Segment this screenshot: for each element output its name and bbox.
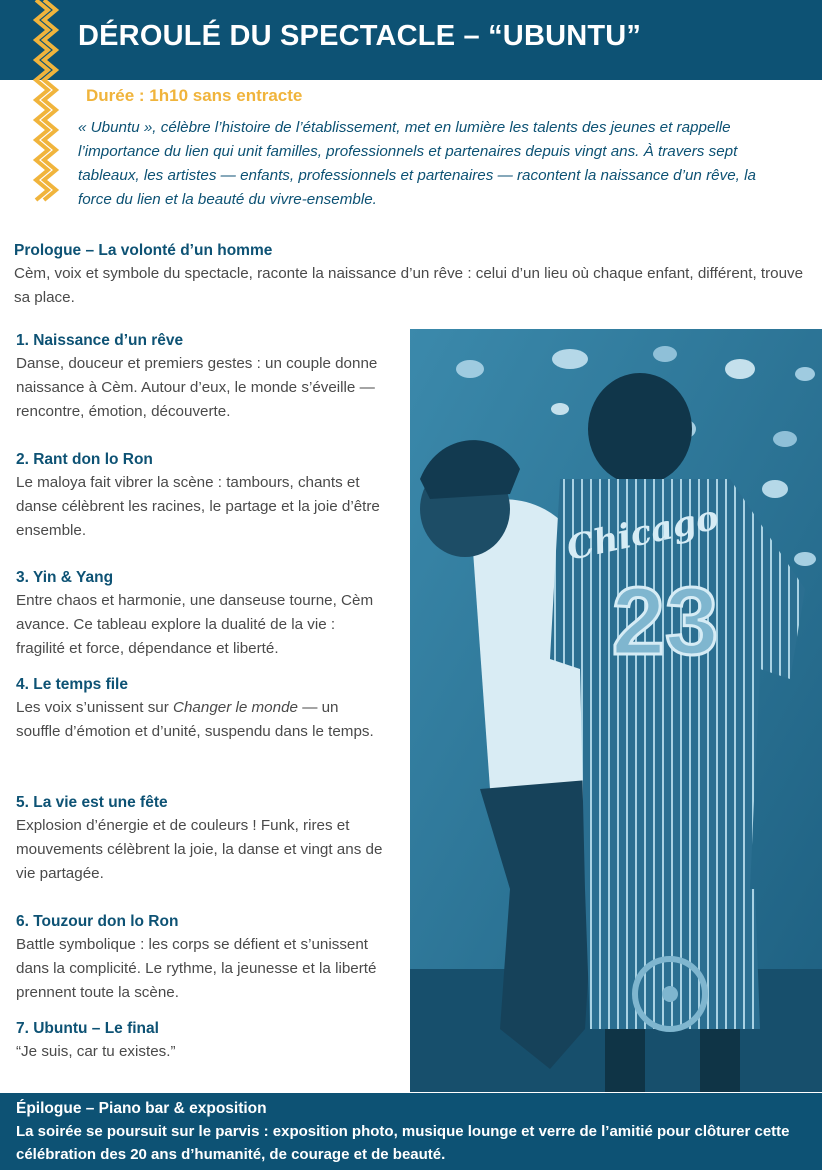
section-body: Battle symbolique : les corps se défient et s’unissent dans la complicité. Le rythme, la jeunesse et la liberté prennent toute la scène. xyxy=(16,936,377,1001)
song-title: Changer le monde xyxy=(173,699,298,716)
section-7 xyxy=(16,1018,386,1064)
epilogue-body: La soirée se poursuit sur le parvis : exposition photo, musique lounge et verre de l’amitié pour clôturer cette célébration des 20 ans d’humanité, de courage et de beauté. xyxy=(16,1123,790,1163)
epilogue-banner xyxy=(0,1093,822,1170)
section-body-start: Les voix s’unissent sur xyxy=(16,699,174,716)
zigzag-decoration xyxy=(30,0,70,210)
section-title: 2. Rant don lo Ron xyxy=(16,451,153,468)
section-body: Le maloya fait vibrer la scène : tambours, chants et danse célèbrent les racines, le partage et la joie d’être ensemble. xyxy=(16,474,380,539)
section-title: 6. Touzour don lo Ron xyxy=(16,913,179,930)
intro-paragraph: « Ubuntu », célèbre l’histoire de l’établissement, met en lumière les talents des jeunes et rappelle l’importance du lien qui unit familles, professionnels et partenaires depuis vingt ans. À travers sept tableaux, les artistes — enfants, professionnels et partenaires — racontent la naissance d’un rêve, la force du lien et la beauté du vivre-ensemble. xyxy=(78,119,756,208)
epilogue-section xyxy=(16,1098,806,1166)
header-banner xyxy=(0,0,822,80)
section-title: 7. Ubuntu – Le final xyxy=(16,1020,159,1037)
prologue-section xyxy=(14,240,804,310)
jersey-text: Chicago xyxy=(563,497,723,569)
section-body: Explosion d’énergie et de couleurs ! Funk, rires et mouvements célèbrent la joie, la danse et vingt ans de vie partagée. xyxy=(16,817,383,882)
section-body-end: — un souffle d’émotion et d’unité, suspendu dans le temps. xyxy=(16,699,374,740)
section-title: 3. Yin & Yang xyxy=(16,569,114,586)
dance-photo-illustration xyxy=(410,329,822,1092)
section-body xyxy=(16,696,386,744)
section-2 xyxy=(16,449,386,543)
duration-text: Durée : 1h10 sans entracte xyxy=(86,86,303,105)
prologue-body: Cèm, voix et symbole du spectacle, raconte la naissance d’un rêve : celui d’un lieu où chaque enfant, différent, trouve sa place. xyxy=(14,265,804,306)
section-title: 5. La vie est une fête xyxy=(16,794,168,811)
section-body: “Je suis, car tu existes.” xyxy=(16,1043,176,1060)
page-title: DÉROULÉ DU SPECTACLE – “UBUNTU” xyxy=(78,20,642,52)
jersey-number: 23 xyxy=(611,568,719,675)
section-body: Entre chaos et harmonie, une danseuse tourne, Cèm avance. Ce tableau explore la dualité de la vie : fragilité et force, dépendance et liberté. xyxy=(16,592,374,657)
section-4 xyxy=(16,674,386,744)
section-6 xyxy=(16,911,386,1005)
section-title: 1. Naissance d’un rêve xyxy=(16,332,184,349)
section-1 xyxy=(16,330,386,424)
section-body: Danse, douceur et premiers gestes : un couple donne naissance à Cèm. Autour d’eux, le monde s’éveille — rencontre, émotion, découverte. xyxy=(16,355,378,420)
section-title: 4. Le temps file xyxy=(16,676,128,693)
dance-photo xyxy=(410,329,822,1092)
prologue-title: Prologue – La volonté d’un homme xyxy=(14,242,273,259)
section-3 xyxy=(16,567,386,661)
section-5 xyxy=(16,792,386,886)
epilogue-title: Épilogue – Piano bar & exposition xyxy=(16,1100,267,1117)
